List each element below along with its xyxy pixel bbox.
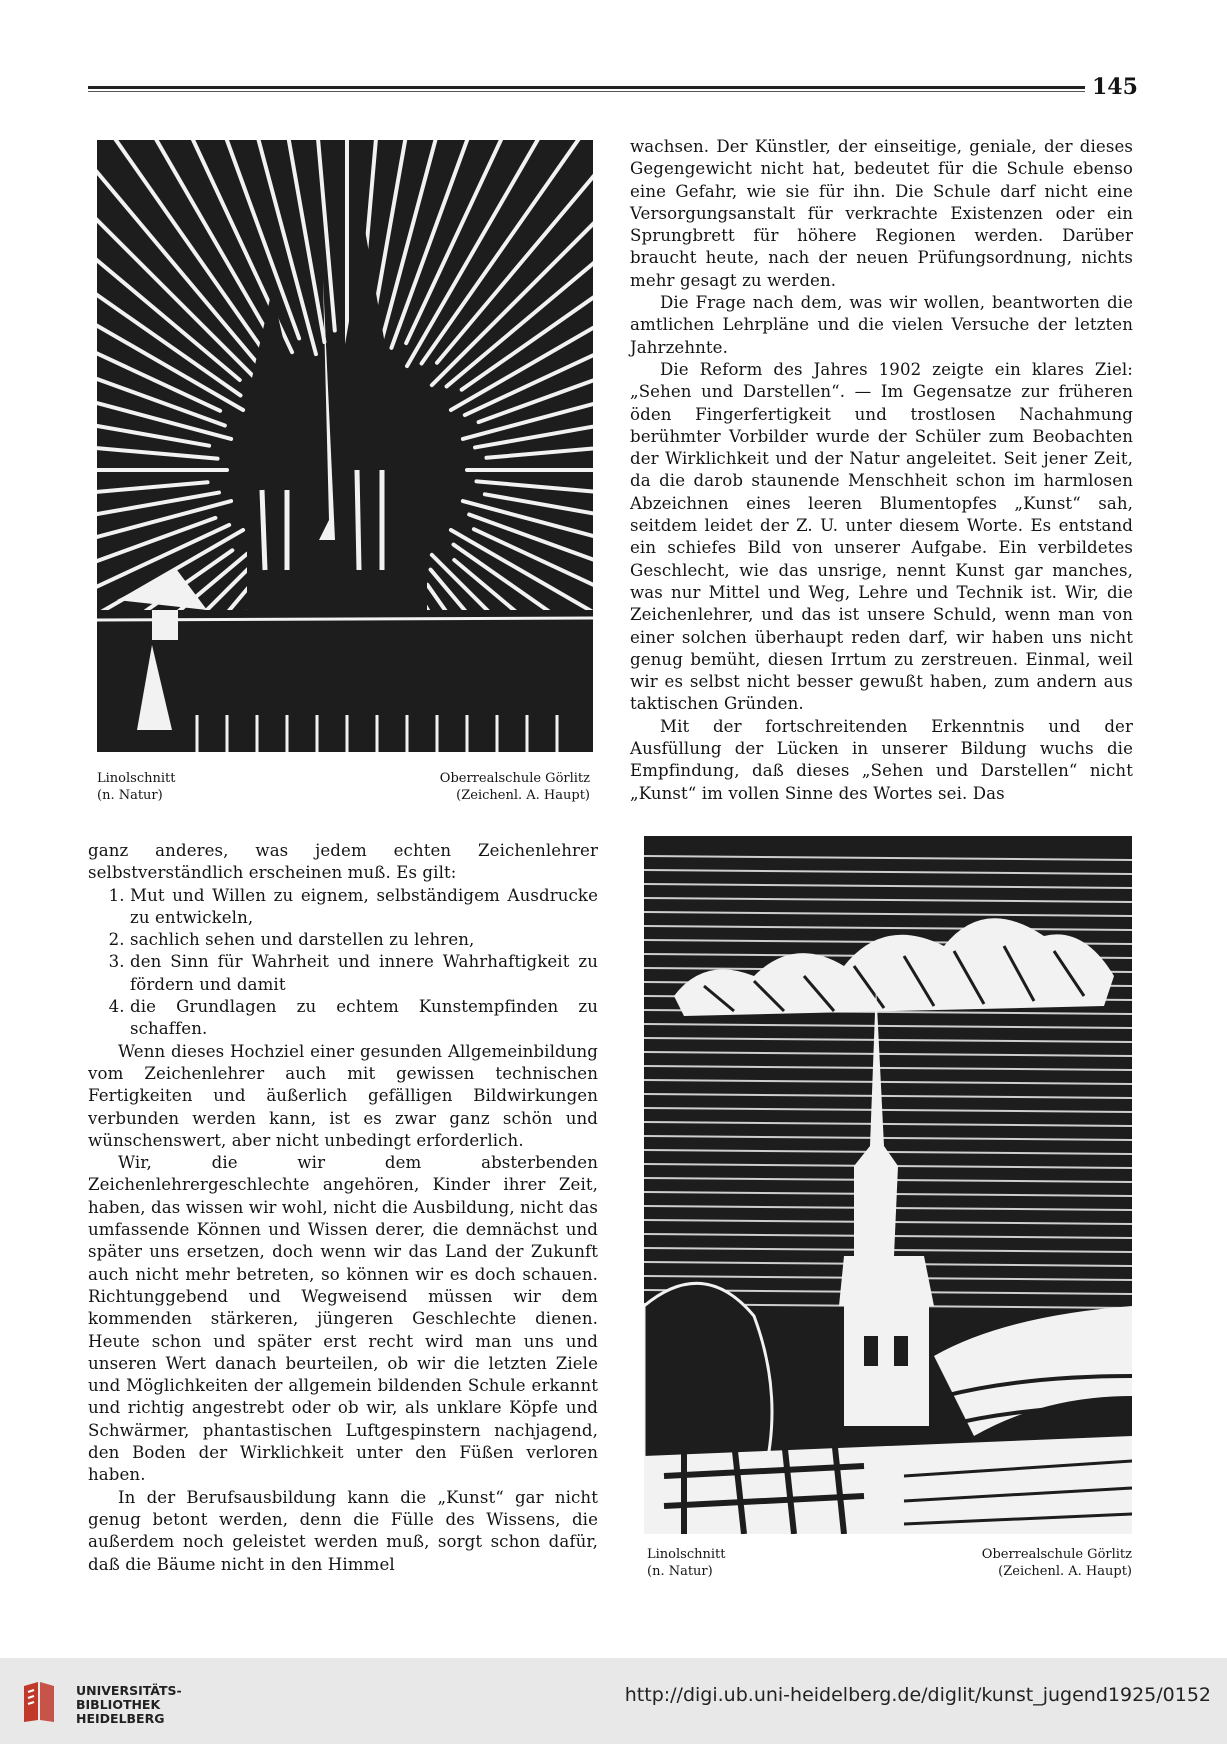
figure-2-caption-technique: Linolschnitt bbox=[647, 1547, 726, 1562]
figure-2-caption-school: Oberrealschule Görlitz bbox=[981, 1547, 1132, 1562]
page-number: 145 bbox=[1092, 74, 1138, 100]
page-header-rule bbox=[88, 86, 1085, 89]
goals-list bbox=[88, 885, 598, 1041]
figure-2-caption-right bbox=[920, 1546, 1132, 1580]
permalink-url[interactable]: http://digi.ub.uni-heidelberg.de/diglit/kunst_jugend1925/0152 bbox=[624, 1684, 1211, 1706]
paragraph: Mit der fortschreitenden Erkenntnis und der Ausfüllung der Lücken in unserer Bildung wuchs die Empfindung, daß dieses „Sehen und Darstellen“ nicht „Kunst“ im vollen Sinne des Wortes sei. Das bbox=[630, 716, 1133, 803]
figure-1-caption-school: Oberrealschule Görlitz bbox=[439, 771, 590, 786]
paragraph: In der Berufsausbildung kann die „Kunst“ gar nicht genug betont werden, denn die Fülle des Wissens, die außerdem noch geleistet werden muß, sorgt schon dafür, daß die Bäume nicht in den Himmel bbox=[88, 1487, 598, 1574]
figure-1-caption-right bbox=[380, 770, 590, 804]
footer-bar bbox=[0, 1658, 1227, 1744]
library-book-icon bbox=[18, 1680, 66, 1724]
paragraph: Die Frage nach dem, was wir wollen, beantworten die amtlichen Lehrpläne und die vielen Versuche der letzten Jahrzehnte. bbox=[630, 293, 1133, 357]
figure-1-caption-note: (n. Natur) bbox=[97, 788, 163, 803]
paragraph: Wenn dieses Hochziel einer gesunden Allgemeinbildung vom Zeichenlehrer auch mit gewissen technischen Fertigkeiten und äußerlich gefälligen Bildwirkungen verbunden werden kann, ist es zwar ganz schön und wünschenswert, aber nicht unbedingt erforderlich. bbox=[88, 1041, 598, 1150]
cathedral-illustration bbox=[97, 140, 593, 752]
library-name-line: UNIVERSITÄTS- bbox=[76, 1683, 182, 1698]
list-item: 2. sachlich sehen und darstellen zu lehren, bbox=[130, 929, 598, 951]
list-item: 4. die Grundlagen zu echtem Kunstempfinden zu schaffen. bbox=[130, 996, 598, 1041]
figure-1-caption-technique: Linolschnitt bbox=[97, 771, 176, 786]
linocut-cathedral-image bbox=[97, 140, 593, 752]
library-name-line: BIBLIOTHEK bbox=[76, 1697, 161, 1712]
church-tower-illustration bbox=[644, 836, 1132, 1534]
figure-2-caption-left bbox=[647, 1546, 847, 1580]
library-name-line: HEIDELBERG bbox=[76, 1711, 165, 1726]
list-item: 3. den Sinn für Wahrheit und innere Wahrhaftigkeit zu fördern und damit bbox=[130, 951, 598, 996]
paragraph: Die Reform des Jahres 1902 zeigte ein klares Ziel: „Sehen und Darstellen“. — Im Gegensatze zur früheren öden Fingerfertigkeit und trostlosen Nachahmung berühmter Vorbilder wurde der Schüler zum Beobachten der Wirklichkeit und der Natur angeleitet. Seit jener Zeit, da die darob staunende Menschheit schon im harmlosen Abzeichnen eines leeren Blumentopfes „Kunst“ sah, seitdem leidet der Z. U. unter diesem Worte. Es entstand ein schiefes Bild von unserer Aufgabe. Ein verbildetes Geschlecht, wie das unsrige, nennt Kunst gar manches, was nur Mittel und Weg, Lehre und Technik ist. Wir, die Zeichenlehrer, und das ist unsere Schuld, wenn man von einer solchen überhaupt reden darf, wir haben uns nicht genug bemüht, diesen Irrtum zu zerstreuen. Einmal, weil wir es selbst nicht besser gewußt haben, zum andern aus taktischen Gründen. bbox=[630, 359, 1133, 714]
figure-2-caption-teacher: (Zeichenl. A. Haupt) bbox=[998, 1564, 1132, 1579]
paragraph: ganz anderes, was jedem echten Zeichenlehrer selbstverständlich erscheinen muß. Es gilt: bbox=[88, 841, 598, 883]
list-item: 1. Mut und Willen zu eignem, selbständigem Ausdrucke zu entwickeln, bbox=[130, 885, 598, 930]
right-column-text bbox=[630, 136, 1133, 805]
paragraph: Wir, die wir dem absterbenden Zeichenlehrergeschlechte angehören, Kinder ihrer Zeit, haben, das wissen wir wohl, nicht die Ausbildung, nicht das umfassende Können und Wissen derer, die demnächst und später uns ersetzen, doch wenn wir das Land der Zukunft auch nicht mehr betreten, so können wir es doch schauen. Richtunggebend und Wegweisend müssen wir dem kommenden stärkeren, jüngeren Geschlechte dienen. Heute schon und später erst recht wird man uns und unseren Wert danach beurteilen, ob wir die letzten Ziele und Möglichkeiten der allgemein bildenden Schule erkannt und richtig angestrebt oder ob wir, als unklare Köpfe und Schwärmer, phantastischen Luftgespinstern nachjagend, den Boden der Wirklichkeit unter den Füßen verloren haben. bbox=[88, 1153, 598, 1485]
figure-1-caption-teacher: (Zeichenl. A. Haupt) bbox=[456, 788, 590, 803]
left-column-text bbox=[88, 840, 598, 1576]
figure-1-caption-left bbox=[97, 770, 297, 804]
library-name bbox=[76, 1684, 182, 1726]
figure-2-caption-note: (n. Natur) bbox=[647, 1564, 713, 1579]
paragraph: wachsen. Der Künstler, der einseitige, geniale, der dieses Gegengewicht nicht hat, bedeutet für die Schule ebenso eine Gefahr, wie sie für ihn. Die Schule darf nicht eine Versorgungsanstalt für verkrachte Existenzen oder ein Sprungbrett für höhere Regionen werden. Darüber braucht heute, nach der neuen Prüfungsordnung, nichts mehr gesagt zu werden. bbox=[630, 137, 1133, 290]
linocut-church-tower-image bbox=[644, 836, 1132, 1534]
